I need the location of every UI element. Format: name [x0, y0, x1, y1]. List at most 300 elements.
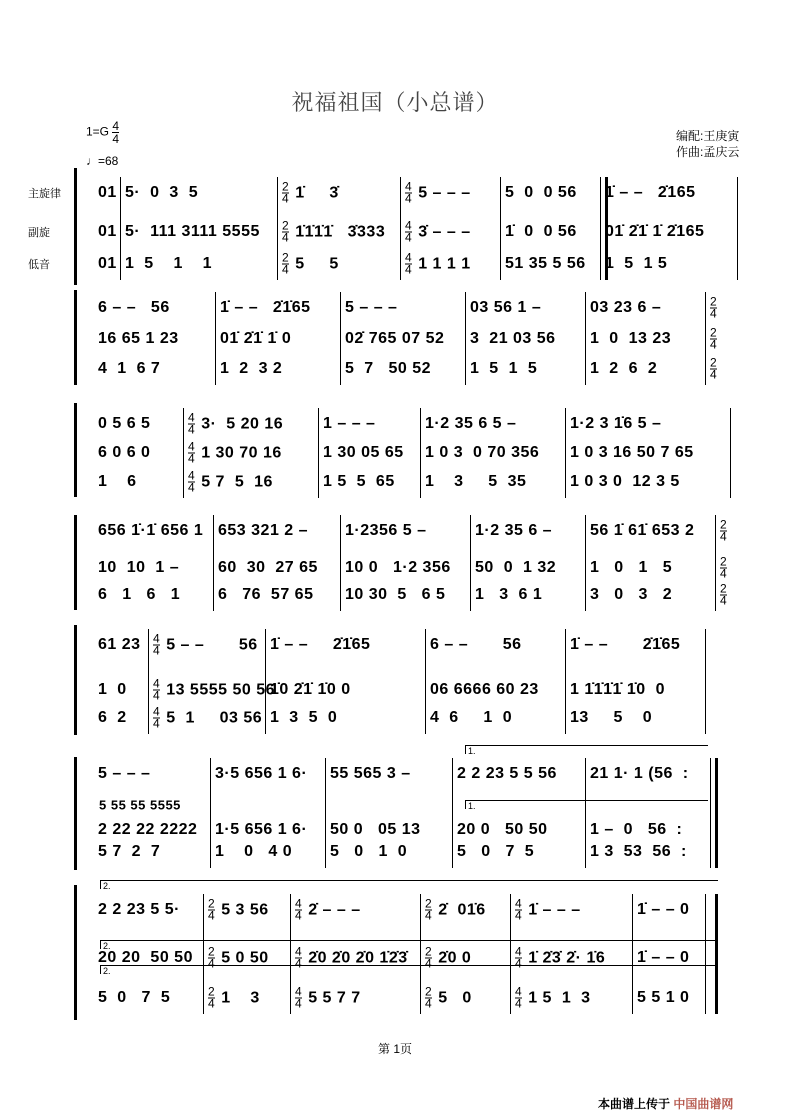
measure [330, 821, 421, 839]
measure [590, 299, 661, 317]
time-signature [720, 554, 728, 581]
notes: 50 0 1 32 [475, 559, 557, 576]
notes: 5 1 03 56 [166, 709, 263, 726]
measure [98, 843, 160, 861]
notes: 2̇0 0 [438, 949, 472, 966]
barline [213, 515, 214, 611]
measure [98, 255, 117, 273]
ts-bottom: 4 [112, 132, 120, 146]
measure [590, 330, 671, 348]
measure [345, 586, 445, 604]
notes: 1̇0 2̇1̇ 1̇0 0 [270, 681, 351, 698]
measure [98, 522, 203, 540]
notes: 6 1 6 1 [98, 586, 181, 603]
measure [505, 255, 586, 273]
barline [500, 177, 501, 280]
measure [98, 223, 117, 241]
time-signature [720, 517, 728, 544]
ts-number: 4 [405, 218, 413, 233]
ts-number: 4 [295, 984, 303, 999]
system-bracket [74, 757, 83, 870]
notes: 1̇ – – 2̇1̇65 [270, 636, 371, 653]
measure [270, 709, 337, 727]
notes: 1 3 [221, 989, 260, 1006]
barline [565, 408, 566, 498]
measure [590, 360, 657, 378]
barline [632, 894, 633, 1014]
measure [98, 473, 137, 491]
notes: 1 0 3 0 12 3 5 [570, 473, 680, 490]
ts-number: 4 [153, 688, 161, 703]
system-bracket [74, 168, 83, 285]
quarter-note-icon: ♩ [86, 154, 98, 168]
notes: 3· 5 20 16 [201, 415, 284, 432]
ts-number: 2 [208, 944, 216, 959]
notes: 5 5 1 0 [637, 989, 690, 1006]
barline [565, 629, 566, 734]
notes: 20 0 50 50 [457, 821, 548, 838]
measure [153, 704, 263, 731]
notes: 60 30 27 65 [218, 559, 318, 576]
notes: 4 6 1 0 [430, 709, 513, 726]
ts-number: 2 [425, 984, 433, 999]
measure [470, 360, 537, 378]
barline [325, 758, 326, 868]
part-label: 低音 [28, 259, 50, 271]
notes: 1̇ – – 0 [637, 949, 690, 966]
notes: 5 5 [295, 255, 339, 272]
ts-number: 4 [208, 996, 216, 1011]
measure [505, 223, 577, 241]
notes: 1 0 3 16 50 7 65 [570, 444, 694, 461]
notes: 5· 0 3 5 [125, 184, 199, 201]
measure [720, 517, 733, 544]
measure [590, 522, 694, 540]
notes: 1 1̇1̇1̇1̇ 1̇0 0 [570, 681, 665, 698]
time-signature [405, 218, 413, 245]
measure [98, 901, 180, 919]
notes: 21 1· 1 (56 : [590, 765, 689, 782]
notes: 3 21 03 56 [470, 330, 556, 347]
notes: 1̇ – – 2̇165 [605, 184, 696, 201]
notes: 5 – – – [345, 299, 398, 316]
barline [715, 515, 716, 611]
notes: 2 2 23 5 5· [98, 901, 180, 918]
time-signature [295, 896, 303, 923]
ts-number: 4 [515, 896, 523, 911]
notes: 1 3 5 0 [270, 709, 338, 726]
notes: 1 5 5 65 [323, 473, 395, 490]
measure [270, 636, 370, 654]
notes: 1·5 656 1 6· [215, 821, 308, 838]
measure [220, 330, 291, 348]
measure [425, 896, 486, 923]
measure [590, 765, 689, 783]
notes: 1·2 3 1̇6 5 – [570, 415, 662, 432]
measure [430, 681, 539, 699]
notes: 5 0 7 5 [98, 989, 171, 1006]
measure [720, 581, 733, 608]
ts-number: 2 [710, 294, 718, 309]
notes: 1̇ 0 0 56 [505, 223, 577, 240]
ts-number: 4 [515, 984, 523, 999]
measure [98, 184, 117, 202]
ts-number: 4 [295, 908, 303, 923]
ts-top: 4 [112, 119, 120, 133]
notes: 01̇ 2̇1̇ 1̇ 0 [220, 330, 292, 347]
measure [98, 559, 179, 577]
measure [220, 299, 311, 317]
measure [98, 444, 150, 462]
notes: 5 0 50 [221, 949, 269, 966]
measure [282, 179, 339, 206]
notes: 5 0 7 5 [457, 843, 535, 860]
barline [183, 408, 184, 498]
time-signature [425, 944, 433, 971]
time-signature [153, 631, 161, 658]
notes: 03 56 1 – [470, 299, 542, 316]
notes: 6 2 [98, 709, 127, 726]
measure [405, 218, 471, 245]
ts-number: 4 [515, 956, 523, 971]
notes: 10 30 5 6 5 [345, 586, 446, 603]
barline [510, 894, 511, 1014]
ts-number: 2 [282, 218, 290, 233]
ts-number: 2 [282, 179, 290, 194]
measure [425, 984, 472, 1011]
barline [210, 758, 211, 868]
measure [425, 473, 526, 491]
notes: 55 565 3 – [330, 765, 411, 782]
ts-number: 4 [720, 529, 728, 544]
measure [605, 255, 667, 273]
measure [570, 681, 665, 699]
ts-number: 4 [710, 367, 718, 382]
barline [340, 515, 341, 611]
ts-number: 4 [295, 996, 303, 1011]
measure [330, 843, 407, 861]
notes: 5 5 7 7 [308, 989, 361, 1006]
ts-number: 2 [208, 984, 216, 999]
barline [705, 894, 706, 1014]
part-label: 主旋律 [28, 188, 61, 200]
time-signature [710, 294, 718, 321]
notes: 2 2 23 5 5 56 [457, 765, 557, 782]
notes: 61 23 [98, 636, 141, 653]
measure [470, 299, 541, 317]
notes: 01 [98, 184, 117, 201]
ts-number: 2 [208, 896, 216, 911]
extra-line: 5 55 55 5555 [99, 797, 181, 813]
barline [400, 177, 401, 280]
measure [570, 709, 652, 727]
barline [730, 408, 731, 498]
measure [475, 522, 552, 540]
measure [405, 250, 471, 277]
system-bracket [74, 885, 83, 1020]
notes: 1 3 6 1 [475, 586, 543, 603]
upload-credit [598, 1095, 733, 1112]
notes: 1̇ 3̇ [295, 184, 339, 201]
notes: 03 23 6 – [590, 299, 662, 316]
measure [457, 821, 548, 839]
notes: 1 2 6 2 [590, 360, 658, 377]
ts-number: 4 [720, 593, 728, 608]
notes: 1·2 35 6 5 – [425, 415, 517, 432]
measure [425, 444, 539, 462]
measure [637, 949, 689, 967]
measure [98, 821, 197, 839]
measure [505, 184, 577, 202]
composer: 作曲:孟庆云 [676, 145, 740, 159]
measure [98, 636, 141, 654]
notes: 1 2 3 2 [220, 360, 283, 377]
measure [98, 299, 170, 317]
notes: 13 5 0 [570, 709, 653, 726]
barline [420, 894, 421, 1014]
ts-number: 2 [425, 944, 433, 959]
notes: 0 5 6 5 [98, 415, 151, 432]
barline [600, 177, 601, 280]
barline [585, 292, 586, 385]
measure [405, 179, 471, 206]
ts-number: 4 [710, 306, 718, 321]
volta-bracket: 2. [100, 965, 718, 974]
barline [585, 515, 586, 611]
notes: 10 0 1·2 356 [345, 559, 451, 576]
measure [425, 415, 516, 433]
time-signature [295, 984, 303, 1011]
ts-number: 4 [188, 451, 196, 466]
notes: 1 3 5 35 [425, 473, 527, 490]
notes: 2̇ 01̇6 [438, 901, 486, 918]
notes: 653 321 2 – [218, 522, 309, 539]
measure [282, 250, 339, 277]
measure [590, 586, 672, 604]
notes: 01̇ 2̇1̇ 1̇ 2̇165 [605, 223, 705, 240]
time-signature [405, 250, 413, 277]
measure [570, 636, 680, 654]
measure [98, 360, 160, 378]
barline [585, 758, 586, 868]
measure [605, 223, 704, 241]
notes: 2 22 22 2222 [98, 821, 198, 838]
key-label: 1=G [86, 124, 110, 139]
barline [470, 515, 471, 611]
notes: 4 1 6 7 [98, 360, 161, 377]
notes: 3 0 3 2 [590, 586, 673, 603]
measure [270, 681, 351, 699]
notes: 1̇ – – 2̇1̇65 [570, 636, 681, 653]
notes: 1̇ – – – [528, 901, 581, 918]
measure [430, 636, 522, 654]
measure [98, 989, 170, 1007]
notes: 1 5 1 5 [605, 255, 668, 272]
notes: 1 0 3 0 70 356 [425, 444, 540, 461]
measure [188, 410, 284, 437]
time-signature [112, 120, 119, 145]
notes: 5 0 1 0 [330, 843, 408, 860]
barline [737, 177, 738, 280]
time-signature [515, 944, 523, 971]
measure [295, 896, 361, 923]
measure [218, 522, 308, 540]
time-signature [720, 581, 728, 608]
part-label: 副旋 [28, 227, 50, 239]
notes: 5 7 50 52 [345, 360, 432, 377]
notes: 5 – – – [98, 765, 151, 782]
measure [153, 676, 276, 703]
notes: 1̇ 2̇3̇ 2̇· 1̇6 [528, 949, 606, 966]
notes: 1 6 [98, 473, 137, 490]
notes: 2̇ – – – [308, 901, 361, 918]
barline [120, 177, 121, 280]
measure [570, 415, 661, 433]
measure [470, 330, 556, 348]
time-signature [710, 355, 718, 382]
ts-number: 4 [515, 996, 523, 1011]
barline [465, 292, 466, 385]
notes: 1 5 1 1 [125, 255, 213, 272]
ts-number: 4 [295, 956, 303, 971]
ts-number: 4 [295, 944, 303, 959]
measure [515, 896, 581, 923]
measure [220, 360, 282, 378]
notes: 5 7 5 16 [201, 473, 273, 490]
notes: 06 6666 60 23 [430, 681, 539, 698]
ts-number: 4 [208, 956, 216, 971]
barline [705, 629, 706, 734]
ts-number: 4 [425, 956, 433, 971]
measure [590, 821, 682, 839]
measure [345, 559, 451, 577]
ts-number: 4 [282, 262, 290, 277]
measure [570, 444, 694, 462]
ts-number: 4 [282, 230, 290, 245]
measure [457, 765, 557, 783]
credits [676, 128, 739, 160]
ts-number: 4 [153, 704, 161, 719]
notes: 01 [98, 223, 117, 240]
ts-number: 2 [425, 896, 433, 911]
notes: 1 0 13 23 [590, 330, 672, 347]
measure [218, 586, 313, 604]
notes: 5 3 56 [221, 901, 269, 918]
barline [340, 292, 341, 385]
volta-bracket: 2. [100, 940, 718, 949]
measure [188, 439, 282, 466]
measure [570, 473, 680, 491]
barline [425, 629, 426, 734]
notes: 1·2356 5 – [345, 522, 427, 539]
notes: 01 [98, 255, 117, 272]
notes: 1 – – – [323, 415, 376, 432]
ts-number: 4 [188, 410, 196, 425]
measure [345, 299, 397, 317]
measure [215, 765, 307, 783]
ts-number: 2 [720, 517, 728, 532]
notes: 1 5 1 3 [528, 989, 591, 1006]
ts-number: 4 [282, 191, 290, 206]
ts-number: 4 [405, 230, 413, 245]
ts-number: 4 [515, 944, 523, 959]
measure [515, 984, 591, 1011]
ts-number: 4 [188, 422, 196, 437]
notes: 5· 111 3111 5555 [125, 223, 260, 240]
measure [188, 468, 273, 495]
time-signature [425, 896, 433, 923]
ts-number: 4 [405, 262, 413, 277]
measure [475, 586, 542, 604]
volta-bracket: 2. [100, 880, 718, 889]
tempo-value: =68 [98, 154, 119, 168]
time-signature [153, 704, 161, 731]
score-title: 祝福祖国（小总谱） [291, 91, 499, 116]
notes: 5 – – 56 [166, 636, 258, 653]
measure [218, 559, 318, 577]
measure [425, 944, 472, 971]
measure [475, 559, 556, 577]
time-signature [188, 439, 196, 466]
measure [590, 843, 687, 861]
notes: 5 0 [438, 989, 472, 1006]
notes: 13 5555 50 56 [166, 681, 276, 698]
notes: 1·2 35 6 – [475, 522, 553, 539]
measure [98, 949, 193, 967]
volta-bracket: 1. [465, 800, 708, 809]
measure [208, 984, 260, 1011]
notes: 3·5 656 1 6· [215, 765, 308, 782]
barline [705, 292, 706, 385]
measure [323, 444, 404, 462]
barline [148, 629, 149, 734]
ts-number: 4 [405, 191, 413, 206]
ts-number: 4 [515, 908, 523, 923]
ts-number: 4 [153, 631, 161, 646]
notes: 02̇ 765 07 52 [345, 330, 445, 347]
measure [430, 709, 512, 727]
ts-number: 4 [153, 643, 161, 658]
measure [345, 330, 444, 348]
notes: 20 20 50 50 [98, 949, 193, 966]
notes: 1 1 1 1 [418, 255, 471, 272]
barline [203, 894, 204, 1014]
time-signature [282, 250, 290, 277]
notes: 1̇ – – 0 [637, 901, 690, 918]
measure [125, 184, 198, 202]
measure [590, 559, 672, 577]
time-signature [153, 676, 161, 703]
notes: 1 0 1 5 [590, 559, 673, 576]
notes: 1 5 1 5 [470, 360, 538, 377]
time-signature [188, 410, 196, 437]
notes: 1̇1̇1̇1̇ 3̇333 [295, 223, 386, 240]
ts-number: 4 [425, 908, 433, 923]
measure [710, 355, 723, 382]
notes: 6 0 6 0 [98, 444, 151, 461]
double-barline [715, 758, 718, 868]
notes: 6 – – 56 [98, 299, 170, 316]
time-signature [405, 179, 413, 206]
time-signature [208, 896, 216, 923]
notes: 6 76 57 65 [218, 586, 314, 603]
time-signature [710, 325, 718, 352]
measure [710, 325, 723, 352]
notes: 5 7 2 7 [98, 843, 161, 860]
time-signature [188, 468, 196, 495]
ts-number: 4 [295, 896, 303, 911]
notes: 5 0 0 56 [505, 184, 577, 201]
